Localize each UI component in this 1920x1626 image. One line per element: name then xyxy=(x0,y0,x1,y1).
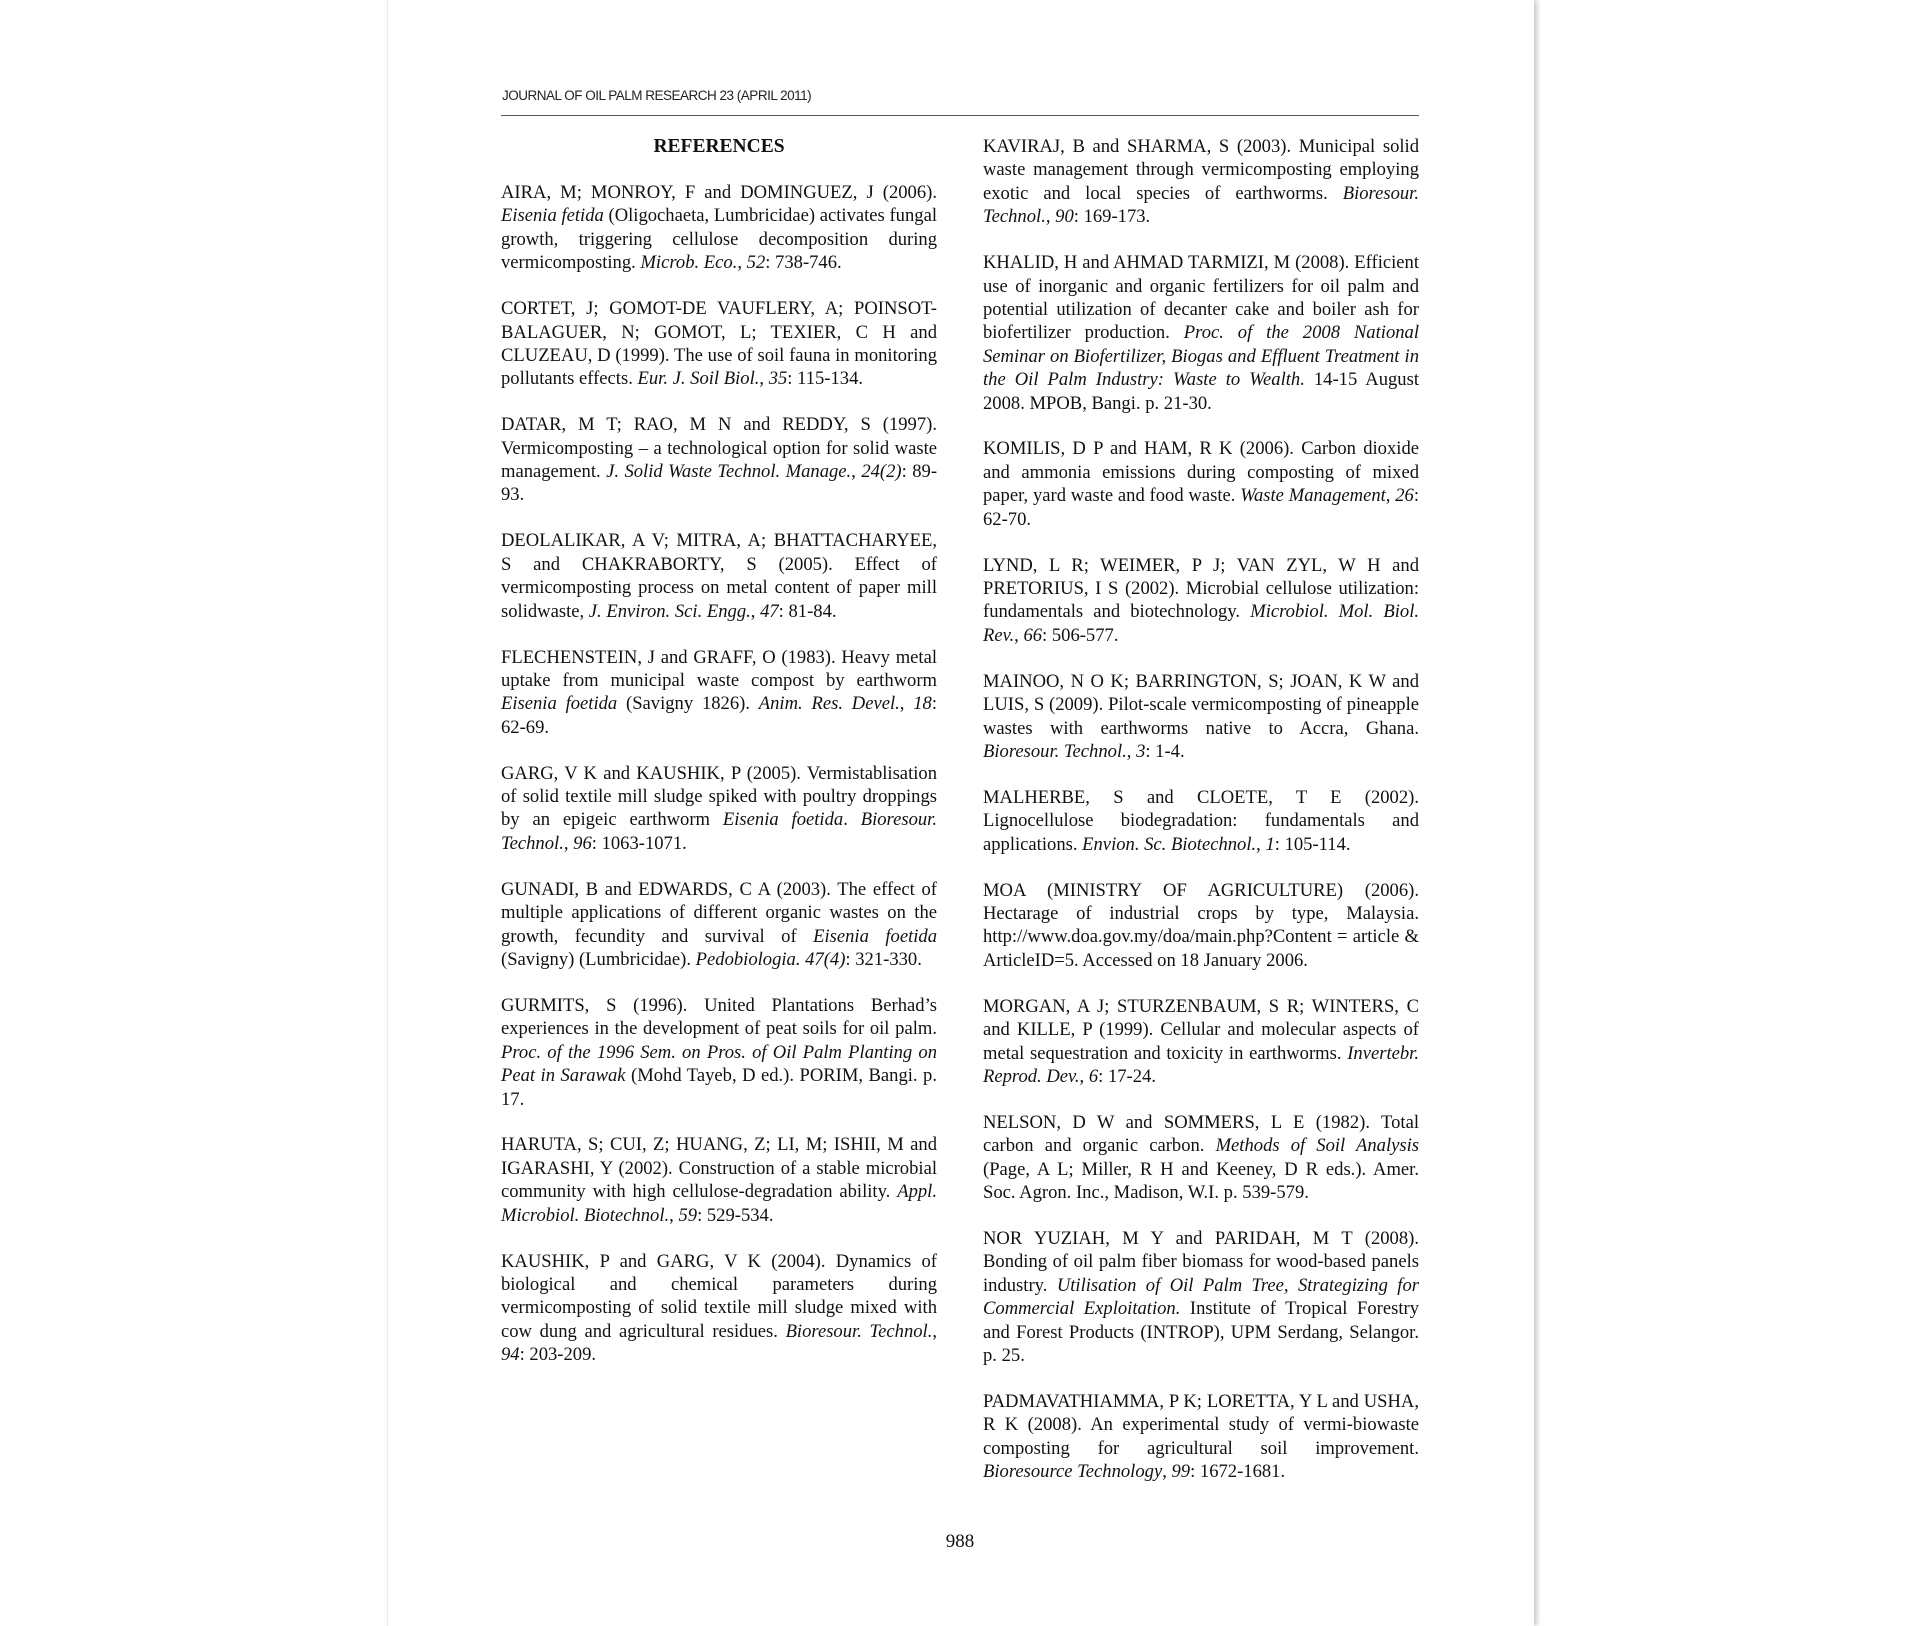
reference-text-segment: : 321-330. xyxy=(845,948,922,970)
reference-italic-segment: Pedobiologia. 47(4) xyxy=(695,948,846,970)
reference-entry xyxy=(501,297,937,391)
reference-text-segment: : 115-134. xyxy=(787,368,864,390)
reference-text-segment: , xyxy=(1079,1065,1089,1087)
reference-text-segment: : 169-173. xyxy=(1073,206,1151,228)
reference-italic-segment: Envion. Sc. Biotechnol. xyxy=(1082,833,1257,855)
right-column xyxy=(983,135,1419,1506)
reference-text-segment: , xyxy=(563,832,574,854)
reference-text-segment: , xyxy=(759,368,769,390)
reference-text-segment: , xyxy=(1126,740,1137,762)
reference-entry xyxy=(501,1133,937,1227)
reference-text-segment: : 62-70. xyxy=(983,485,1419,530)
reference-italic-segment: 18 xyxy=(913,693,932,715)
reference-text-segment: NOR YUZIAH, M Y and PARIDAH, M T (2008). Bonding of oil palm fiber biomass for wood-based panels industry. xyxy=(983,1227,1419,1296)
left-reference-list xyxy=(501,181,937,1367)
left-column xyxy=(501,135,937,1389)
reference-italic-segment: Eisenia fetida xyxy=(501,205,604,227)
reference-entry xyxy=(983,554,1419,648)
reference-text-segment: (Oligochaeta, Lumbricidae) activates fungal growth, triggering cellulose decomposition during vermicomposting. xyxy=(501,205,937,274)
reference-text-segment: GARG, V K and KAUSHIK, P (2005). Vermistablisation of solid textile mill sludge spiked with poultry droppings by an epigeic earthworm xyxy=(501,762,937,831)
reference-italic-segment: Proc. of the 1996 Sem. on Pros. of Oil Palm Planting on Peat in Sarawak xyxy=(501,1041,937,1087)
reference-text-segment: : 89-93. xyxy=(501,461,938,506)
reference-text-segment: HARUTA, S; CUI, Z; HUANG, Z; LI, M; ISHII, M and IGARASHI, Y (2002). Construction of a stable microbial community with high cellulose-degradation ability. xyxy=(501,1134,937,1203)
reference-entry xyxy=(501,529,937,623)
page-number: 988 xyxy=(945,1531,975,1552)
reference-italic-segment: Eur. J. Soil Biol. xyxy=(637,368,760,390)
reference-text-segment: : 506-577. xyxy=(1042,624,1119,646)
reference-text-segment: MORGAN, A J; STURZENBAUM, S R; WINTERS, C and KILLE, P (1999). Cellular and molecular aspects of metal sequestration and toxicity in earthworms. xyxy=(983,995,1419,1064)
reference-text-segment: : 529-534. xyxy=(697,1204,774,1226)
reference-entry xyxy=(983,1390,1419,1484)
reference-italic-segment: 24(2) xyxy=(861,461,902,483)
reference-text-segment: : 1-4. xyxy=(1145,740,1185,762)
reference-italic-segment: Microb. Eco. xyxy=(640,252,738,274)
reference-italic-segment: Eisenia foetida xyxy=(501,693,618,715)
reference-italic-segment: Proc. of the 2008 National Seminar on Biofertilizer, Biogas and Effluent Treatment in the Oil Palm Industry: Waste to Wealth. xyxy=(983,322,1419,391)
reference-text-segment: DEOLALIKAR, A V; MITRA, A; BHATTACHARYEE, S and CHAKRABORTY, S (2005). Effect of vermicomposting process on metal content of paper mill solidwaste, xyxy=(501,530,937,622)
reference-italic-segment: Bioresour. Technol. xyxy=(983,182,1419,228)
reference-text-segment: , xyxy=(932,1320,938,1342)
reference-italic-segment: 59 xyxy=(678,1204,698,1226)
reference-text-segment: GUNADI, B and EDWARDS, C A (2003). The effect of multiple applications of different organic wastes on the growth, fecundity and survival of xyxy=(501,878,937,947)
reference-entry xyxy=(983,670,1419,764)
reference-italic-segment: 6 xyxy=(1088,1065,1099,1087)
reference-text-segment: : 105-114. xyxy=(1274,833,1351,855)
reference-entry xyxy=(983,135,1419,229)
reference-italic-segment: 26 xyxy=(1395,485,1414,507)
reference-italic-segment: 35 xyxy=(768,368,788,390)
reference-italic-segment: Invertebr. Reprod. Dev. xyxy=(983,1042,1419,1087)
reference-text-segment: DATAR, M T; RAO, M N and REDDY, S (1997). Vermicomposting – a technological option for solid waste management. xyxy=(501,414,937,483)
reference-text-segment: . xyxy=(843,809,861,831)
reference-italic-segment: J. Solid Waste Technol. Manage. xyxy=(606,461,852,483)
reference-text-segment: (Mohd Tayeb, D ed.). PORIM, Bangi. p. 17. xyxy=(501,1065,937,1110)
reference-entry xyxy=(501,994,937,1111)
reference-text-segment: MALHERBE, S and CLOETE, T E (2002). Lignocellulose biodegradation: fundamentals and applications. xyxy=(983,786,1419,855)
reference-text-segment: , xyxy=(1256,833,1266,855)
reference-text-segment: LYND, L R; WEIMER, P J; VAN ZYL, W H and PRETORIUS, I S (2002). Microbial cellulose utilization: fundamentals and biotechnology. xyxy=(983,554,1419,623)
right-reference-list xyxy=(983,135,1419,1484)
reference-italic-segment: Waste Management xyxy=(1240,485,1386,507)
reference-entry xyxy=(983,1111,1419,1205)
reference-text-segment: KAUSHIK, P and GARG, V K (2004). Dynamics of biological and chemical parameters during vermicomposting of solid textile mill sludge mixed with cow dung and agricultural residues. xyxy=(501,1250,937,1342)
reference-entry xyxy=(501,646,937,740)
reference-text-segment: (Savigny 1826). xyxy=(617,693,759,715)
reference-text-segment: CORTET, J; GOMOT-DE VAUFLERY, A; POINSOT-BALAGUER, N; GOMOT, L; TEXIER, C H and CLUZEAU, D (1999). The use of soil fauna in monitoring pollutants effects. xyxy=(501,298,937,390)
reference-text-segment: MOA (MINISTRY OF AGRICULTURE) (2006). Hectarage of industrial crops by type, Malaysia. http://www.doa.gov.my/doa/main.php?Content = article & ArticleID=5. Accessed on 18 January 2006. xyxy=(983,879,1419,971)
references-heading: REFERENCES xyxy=(653,136,785,157)
reference-italic-segment: 1 xyxy=(1265,833,1275,855)
reference-text-segment: , xyxy=(851,461,862,483)
reference-italic-segment: Utilisation of Oil Palm Tree, Strategizing for Commercial Exploitation. xyxy=(983,1274,1419,1320)
reference-entry xyxy=(983,786,1419,856)
reference-text-segment: : 1672-1681. xyxy=(1190,1461,1286,1483)
reference-text-segment: FLECHENSTEIN, J and GRAFF, O (1983). Heavy metal uptake from municipal waste compost by earthworm xyxy=(501,646,937,691)
reference-italic-segment: 94 xyxy=(501,1344,520,1366)
reference-text-segment: AIRA, M; MONROY, F and DOMINGUEZ, J (2006). xyxy=(501,182,937,203)
reference-entry xyxy=(501,413,937,507)
reference-italic-segment: Methods of Soil Analysis xyxy=(1215,1135,1420,1157)
reference-italic-segment: 66 xyxy=(1023,624,1043,646)
reference-italic-segment: Eisenia foetida xyxy=(722,809,844,831)
reference-text-segment: : 62-69. xyxy=(501,693,937,738)
reference-italic-segment: Bioresour. Technol. xyxy=(983,740,1127,762)
reference-italic-segment: 47 xyxy=(760,600,779,622)
reference-italic-segment: 90 xyxy=(1055,206,1074,228)
reference-text-segment: , xyxy=(737,252,747,274)
reference-text-segment: , xyxy=(1045,206,1056,228)
reference-italic-segment: J. Environ. Sci. Engg. xyxy=(588,600,751,622)
reference-text-segment: : 17-24. xyxy=(1098,1065,1156,1087)
reference-entry xyxy=(501,878,937,972)
reference-text-segment: , xyxy=(1385,485,1396,507)
reference-text-segment: : 1063-1071. xyxy=(591,832,687,854)
reference-text-segment: , xyxy=(1014,624,1024,646)
reference-text-segment: Institute of Tropical Forestry and Forest Products (INTROP), UPM Serdang, Selangor. p. 25. xyxy=(983,1298,1419,1366)
reference-entry xyxy=(983,1227,1419,1367)
reference-italic-segment: Microbiol. Mol. Biol. Rev. xyxy=(983,601,1420,646)
reference-entry xyxy=(501,762,937,856)
reference-text-segment: KOMILIS, D P and HAM, R K (2006). Carbon dioxide and ammonia emissions during composting of mixed paper, yard waste and food waste. xyxy=(983,438,1419,507)
reference-text-segment: KAVIRAJ, B and SHARMA, S (2003). Municipal solid waste management through vermicomposting employing exotic and local species of earthworms. xyxy=(983,136,1419,204)
reference-italic-segment: 99 xyxy=(1171,1461,1191,1483)
reference-italic-segment: Eisenia foetida xyxy=(813,925,938,947)
reference-text-segment: NELSON, D W and SOMMERS, L E (1982). Total carbon and organic carbon. xyxy=(983,1111,1419,1157)
reference-text-segment: (Savigny) (Lumbricidae). xyxy=(501,948,696,970)
reference-text-segment: PADMAVATHIAMMA, P K; LORETTA, Y L and USHA, R K (2008). An experimental study of vermi-biowaste composting for agricultural soil improvement. xyxy=(983,1390,1419,1459)
reference-entry xyxy=(983,879,1419,973)
reference-italic-segment: Anim. Res. Devel. xyxy=(758,693,900,715)
reference-text-segment: , xyxy=(899,693,914,715)
reference-entry xyxy=(501,181,937,275)
reference-text-segment: , xyxy=(1162,1461,1172,1483)
reference-text-segment: : 738-746. xyxy=(765,252,842,274)
reference-italic-segment: 96 xyxy=(573,832,592,854)
reference-italic-segment: 3 xyxy=(1136,740,1146,762)
reference-text-segment: MAINOO, N O K; BARRINGTON, S; JOAN, K W and LUIS, S (2009). Pilot-scale vermicomposting of pineapple wastes with earthworms native to Accra, Ghana. xyxy=(983,670,1419,739)
reference-text-segment: , xyxy=(750,600,761,622)
reference-entry xyxy=(983,251,1419,415)
reference-italic-segment: Bioresource Technology xyxy=(983,1461,1163,1483)
reference-entry xyxy=(983,437,1419,531)
header-rule xyxy=(501,115,1419,116)
reference-text-segment: (Page, A L; Miller, R H and Keeney, D R eds.). Amer. Soc. Agron. Inc., Madison, W.I. p. 539-579. xyxy=(983,1158,1419,1204)
reference-text-segment: KHALID, H and AHMAD TARMIZI, M (2008). Efficient use of inorganic and organic fertilizers for oil palm and potential utilization of decanter cake and boiler ash for biofertilizer production. xyxy=(983,252,1419,344)
reference-italic-segment: 52 xyxy=(746,252,766,274)
reference-italic-segment: Appl. Microbiol. Biotechnol. xyxy=(501,1181,937,1226)
reference-entry xyxy=(501,1250,937,1367)
reference-entry xyxy=(983,995,1419,1089)
reference-text-segment: : 81-84. xyxy=(778,600,837,622)
reference-text-segment: GURMITS, S (1996). United Plantations Berhad’s experiences in the development of peat soils for oil palm. xyxy=(501,994,937,1040)
reference-text-segment: , xyxy=(669,1204,679,1226)
running-head: JOURNAL OF OIL PALM RESEARCH 23 (APRIL 2011) xyxy=(502,88,812,103)
reference-italic-segment: Bioresour. Technol. xyxy=(785,1320,933,1342)
reference-italic-segment: Bioresour. Technol. xyxy=(501,809,937,854)
reference-text-segment: 14-15 August 2008. MPOB, Bangi. p. 21-30. xyxy=(983,369,1419,414)
reference-text-segment: : 203-209. xyxy=(519,1344,597,1366)
